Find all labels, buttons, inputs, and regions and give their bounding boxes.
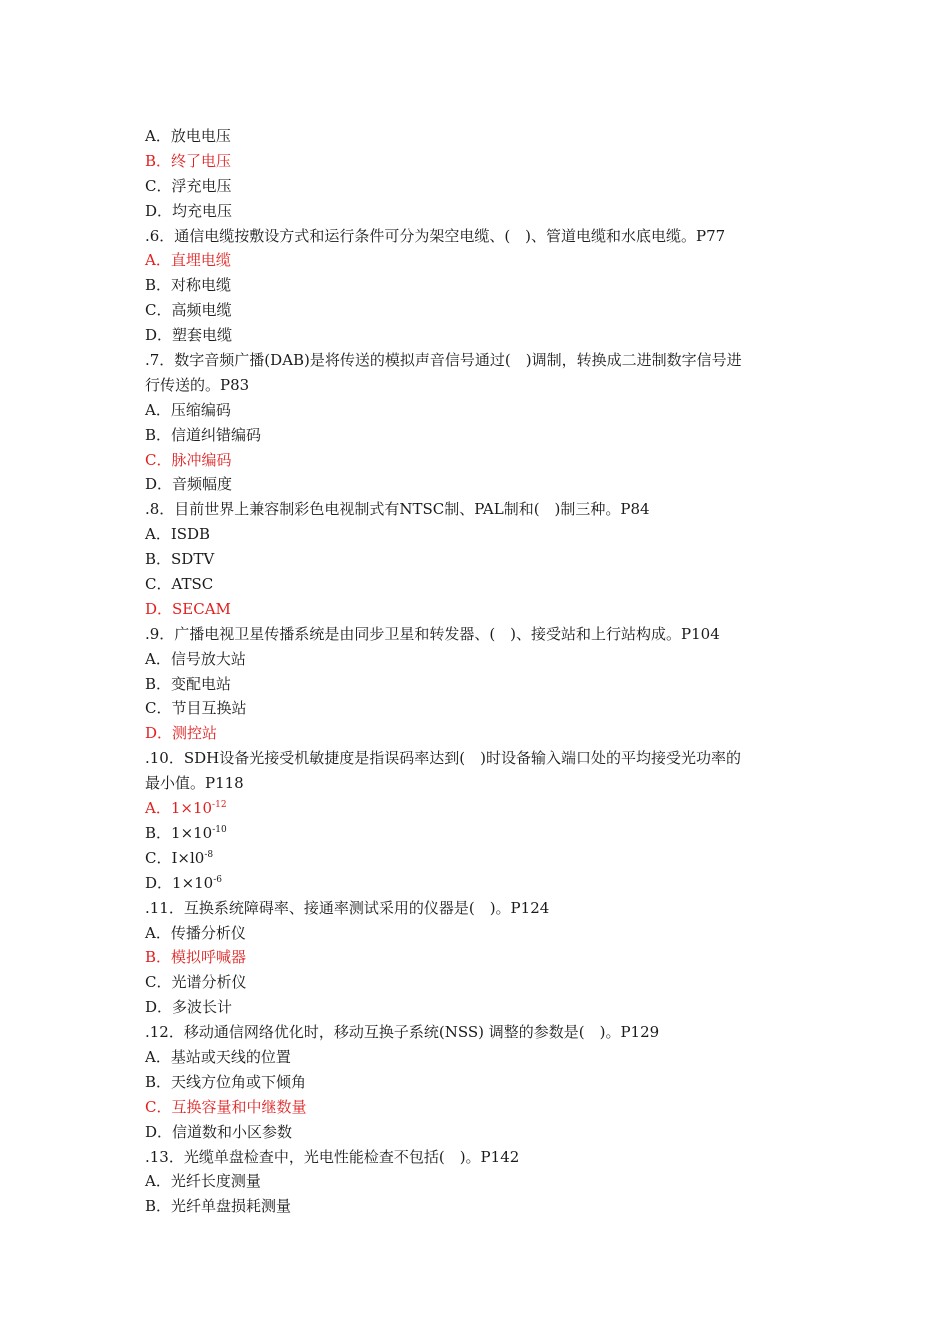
q13-stem: .13．光缆单盘检查中，光电性能检查不包括( )。P142	[145, 1147, 520, 1166]
q13-option-b: B．光纤单盘损耗测量	[145, 1197, 292, 1216]
question-list	[145, 124, 810, 1219]
q10-option-b	[145, 821, 810, 846]
q10-option-d	[145, 871, 810, 896]
q7-option-b: B．信道纠错编码	[145, 425, 262, 444]
q10-option-a-base: A．1×10	[145, 799, 213, 818]
q11-option-d: D．多波长计	[145, 998, 233, 1017]
q8-option-d-answer: D．SECAM	[145, 599, 231, 618]
q7-option-c-answer: C．脉冲编码	[145, 450, 232, 469]
q10-stem-line2: 最小值。P118	[145, 774, 244, 793]
q12-option-a: A．基站或天线的位置	[145, 1047, 291, 1066]
q6-option-a-answer: A．直埋电缆	[145, 251, 231, 270]
q10-option-b-exponent: -10	[212, 824, 227, 835]
q5-option-c: C．浮充电压	[145, 176, 232, 195]
q10-option-a-exponent: -12	[212, 800, 227, 811]
q7-stem-line2: 行传送的。P83	[145, 375, 250, 394]
q11-option-a: A．传播分析仪	[145, 923, 246, 942]
q6-option-c: C．高频电缆	[145, 301, 232, 320]
q11-option-b-answer: B．模拟呼喊器	[145, 948, 247, 967]
q8-option-c: C．ATSC	[145, 575, 214, 594]
q5-option-d: D．均充电压	[145, 201, 233, 220]
q10-option-c	[145, 846, 810, 871]
q10-option-c-base: C．I×l0	[145, 848, 205, 867]
q10-option-a-answer	[145, 796, 810, 821]
q12-stem: .12．移动通信网络优化时，移动互换子系统(NSS) 调整的参数是( )。P129	[145, 1023, 660, 1042]
q9-option-a: A．信号放大站	[145, 649, 246, 668]
q10-option-c-exponent: -8	[204, 849, 214, 860]
q9-option-c: C．节目互换站	[145, 699, 247, 718]
q12-option-d: D．信道数和小区参数	[145, 1122, 293, 1141]
q8-option-a: A．ISDB	[145, 525, 211, 544]
q13-option-a: A．光纤长度测量	[145, 1172, 261, 1191]
q9-option-d-answer: D．测控站	[145, 724, 218, 743]
q11-stem: .11．互换系统障碍率、接通率测试采用的仪器是( )。P124	[145, 898, 550, 917]
q7-stem-line1: .7．数字音频广播(DAB)是将传送的模拟声音信号通过( )调制，转换成二进制数字信号进	[145, 351, 742, 370]
q9-stem: .9．广播电视卫星传播系统是由同步卫星和转发器、( )、接受站和上行站构成。P104	[145, 624, 720, 643]
q12-option-c-answer: C．互换容量和中继数量	[145, 1097, 307, 1116]
q6-stem: .6．通信电缆按敷设方式和运行条件可分为架空电缆、( )、管道电缆和水底电缆。P77	[145, 226, 726, 245]
q10-option-d-exponent: -6	[213, 874, 223, 885]
q10-stem-line1: .10．SDH设备光接受机敏捷度是指误码率达到( )时设备输入端口处的平均接受光功率的	[145, 749, 741, 768]
q8-stem: .8．目前世界上兼容制彩色电视制式有NTSC制、PAL制和( )制三种。P84	[145, 500, 650, 519]
q9-option-b: B．变配电站	[145, 674, 232, 693]
q8-option-b: B．SDTV	[145, 550, 215, 569]
q6-option-d: D．塑套电缆	[145, 326, 233, 345]
q7-option-d: D．音频幅度	[145, 475, 233, 494]
q11-option-c: C．光谱分析仪	[145, 973, 247, 992]
q5-option-b-answer: B．终了电压	[145, 151, 232, 170]
q10-option-b-base: B．1×10	[145, 823, 213, 842]
q12-option-b: B．天线方位角或下倾角	[145, 1072, 307, 1091]
q10-option-d-base: D．1×10	[145, 873, 214, 892]
q5-option-a: A．放电电压	[145, 127, 231, 145]
q7-option-a: A．压缩编码	[145, 400, 231, 419]
q6-option-b: B．对称电缆	[145, 276, 232, 295]
